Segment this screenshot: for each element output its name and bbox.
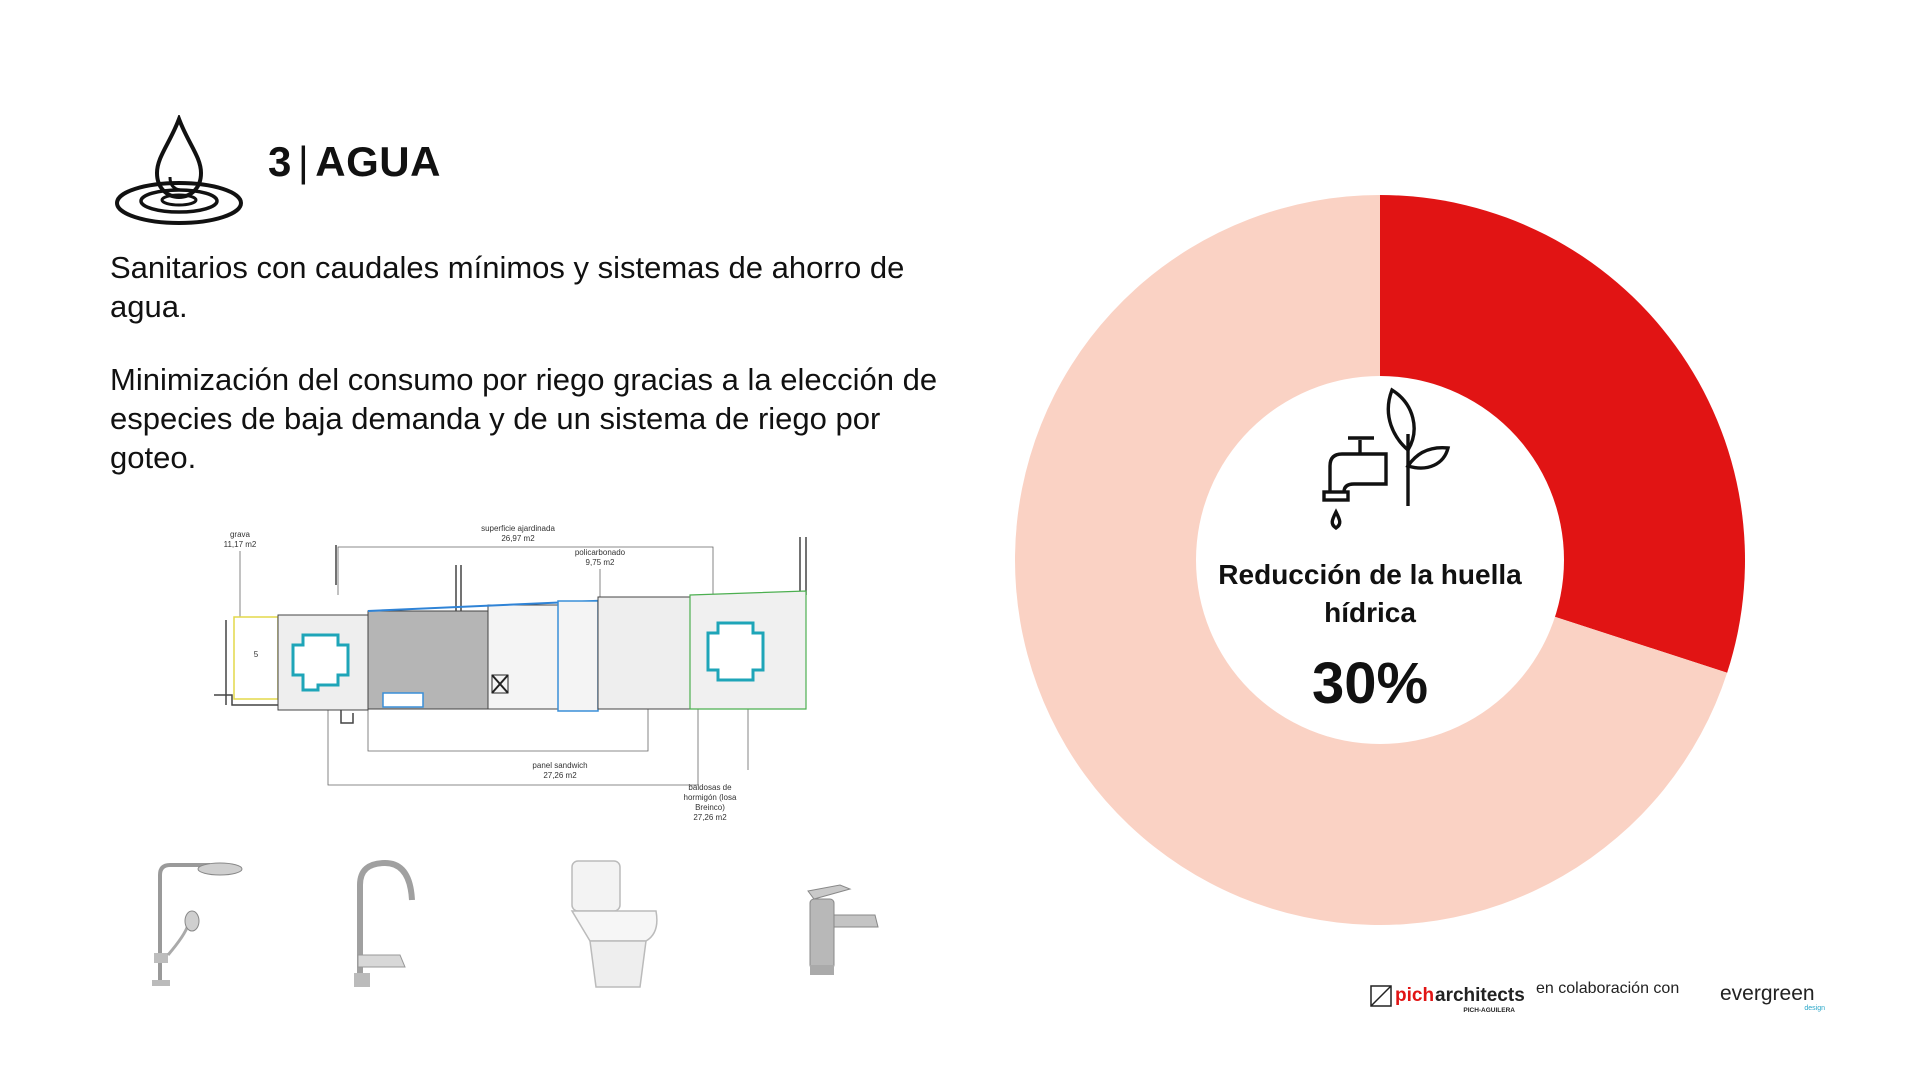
brand-sub: PICH-AGUILERA — [1463, 1007, 1515, 1014]
center-value: 30% — [1311, 651, 1429, 716]
label-baldosas-area: 27,26 m2 — [693, 813, 727, 822]
section-name: AGUA — [315, 138, 441, 185]
paragraph-irrigation: Minimización del consumo por riego gracias a la elección de especies de baja demanda y de un sistema de riego por goteo. — [110, 362, 938, 475]
label-policarbonado-area: 9,75 m2 — [585, 558, 615, 567]
label-jardin-area: 26,97 m2 — [501, 534, 535, 543]
brand-suffix: architects — [1435, 985, 1525, 1006]
label-sandwich-area: 27,26 m2 — [543, 771, 577, 780]
label-grava-area: 11,17 m2 — [223, 540, 257, 549]
paragraph-sanitary: Sanitarios con caudales mínimos y sistemas de ahorro de agua. — [110, 250, 905, 324]
water-drop-icon — [112, 115, 246, 227]
section-title — [268, 138, 441, 186]
partner-name: evergreen — [1720, 982, 1815, 1005]
collab-text: en colaboración con — [1536, 980, 1680, 997]
section-number: 3 — [268, 138, 292, 185]
kitchen-faucet-icon — [330, 855, 450, 995]
label-baldosas-2: hormigón (losa — [683, 793, 737, 802]
partner-sub: design — [1804, 1005, 1825, 1012]
label-baldosas-3: Breinco) — [695, 803, 725, 812]
center-label: Reducción de la huella hídrica — [1218, 559, 1522, 628]
floor-plan-drawing — [208, 525, 818, 835]
title-separator: | — [297, 138, 310, 185]
label-sandwich: panel sandwich — [532, 761, 588, 770]
pich-logo-icon — [1371, 986, 1391, 1006]
label-policarbonado: policarbonado — [574, 548, 626, 557]
brand-prefix: pich — [1395, 985, 1435, 1006]
label-jardin: superficie ajardinada — [481, 525, 555, 533]
svg-text:5: 5 — [253, 650, 259, 659]
label-baldosas-1: baldosas de — [688, 783, 732, 792]
label-grava: grava — [229, 530, 251, 539]
shower-column-icon — [140, 855, 260, 995]
basin-faucet-icon — [780, 855, 900, 995]
toilet-icon — [550, 855, 670, 995]
